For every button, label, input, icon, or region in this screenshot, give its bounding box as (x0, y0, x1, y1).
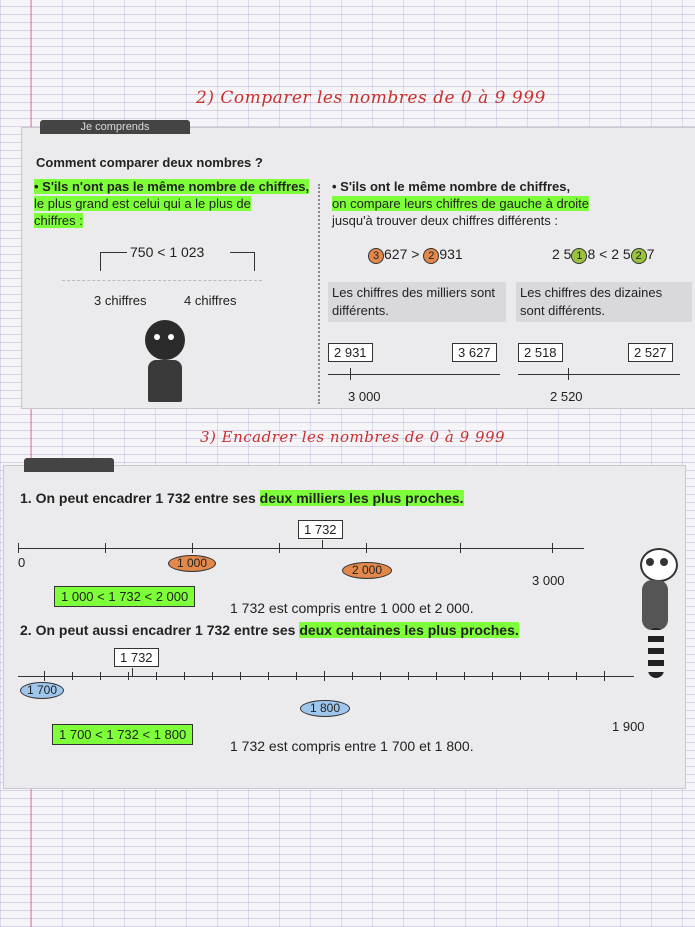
tick (105, 543, 106, 553)
tick (72, 672, 73, 680)
oval-2000: 2 000 (342, 562, 392, 579)
nl1-tick (350, 368, 351, 380)
example-2 (552, 246, 655, 264)
right-rule-line2: jusqu'à trouver deux chiffres différents : (332, 213, 559, 228)
tick (128, 672, 129, 680)
ex2-b-pre: 2 5 (611, 246, 631, 262)
right-rule-line1: on compare leurs chiffres de gauche à droite (332, 196, 590, 211)
card-heading: Comment comparer deux nombres ? (36, 155, 263, 170)
tick (240, 672, 241, 680)
right-rule-bold: • S'ils ont le même nombre de chiffres, (332, 179, 571, 194)
handwritten-title-2: 3) Encadrer les nombres de 0 à 9 999 (200, 428, 506, 446)
label-3-chiffres: 3 chiffres (94, 293, 147, 308)
thousands-line (18, 548, 584, 549)
digit-3-circle: 3 (368, 248, 384, 264)
tick-2000 (366, 543, 367, 553)
result-2-box: 1 700 < 1 732 < 1 800 (52, 724, 193, 745)
card-tab: Je comprends (40, 120, 190, 134)
item-1-plain: 1. On peut encadrer 1 732 entre ses (20, 490, 260, 506)
right-rule (332, 178, 662, 229)
ex2-b-post: 7 (646, 246, 655, 262)
nl2-line (518, 374, 680, 375)
oval-1700: 1 700 (20, 682, 64, 699)
tick (460, 543, 461, 553)
result-2-text: 1 732 est compris entre 1 700 et 1 800. (230, 738, 474, 754)
left-example: 750 < 1 023 (130, 244, 205, 260)
digit-2-circle: 2 (423, 248, 439, 264)
tick (380, 672, 381, 680)
left-rule-bold: • S'ils n'ont pas le même nombre de chiffres, (34, 179, 310, 194)
oval-1800: 1 800 (300, 700, 350, 717)
tick (408, 672, 409, 680)
tick (464, 672, 465, 680)
item-1-highlight: deux milliers les plus proches. (259, 490, 464, 506)
value-box-2: 1 732 (114, 648, 159, 667)
digit-1-circle: 1 (571, 248, 587, 264)
nl2-right-box: 2 527 (628, 343, 673, 362)
ex2-a-post: 8 (587, 246, 596, 262)
box-dizaines: Les chiffres des dizaines sont différents. (516, 282, 692, 322)
tick (156, 672, 157, 680)
nl2-left-box: 2 518 (518, 343, 563, 362)
column-separator (318, 184, 320, 404)
item-2-plain: 2. On peut aussi encadrer 1 732 entre ses (20, 622, 300, 638)
tick (576, 672, 577, 680)
handwritten-title-1: 2) Comparer les nombres de 0 à 9 999 (196, 88, 546, 108)
left-rule-line2: chiffres : (34, 213, 83, 228)
left-rule-line1: le plus grand est celui qui a le plus de (34, 196, 251, 211)
tick-1000 (192, 543, 193, 553)
tick (352, 672, 353, 680)
nl1-line (328, 374, 500, 375)
card-compare (22, 121, 695, 408)
hundreds-line (18, 676, 634, 677)
nl1-left-box: 2 931 (328, 343, 373, 362)
tick (212, 672, 213, 680)
tick-1700 (44, 671, 45, 681)
lemur-illustration (628, 548, 682, 680)
tick (279, 543, 280, 553)
tick-3000 (552, 543, 553, 553)
ex1-a-rest: 627 (384, 246, 408, 262)
ex2-a-pre: 2 5 (552, 246, 572, 262)
tick (296, 672, 297, 680)
nl2-mark: 2 520 (550, 389, 583, 404)
ex2-op: < (599, 246, 608, 262)
boy-character-image (140, 320, 190, 402)
card-encadrer (4, 466, 685, 788)
nl1-mark: 3 000 (348, 389, 381, 404)
label-4-chiffres: 4 chiffres (184, 293, 237, 308)
box-milliers: Les chiffres des milliers sont différents. (328, 282, 506, 322)
tick (100, 672, 101, 680)
left-rule (34, 178, 324, 229)
item-2 (20, 622, 519, 639)
tick (520, 672, 521, 680)
example-1 (368, 246, 463, 264)
ex1-b-rest: 931 (439, 246, 463, 262)
nl2-tick (568, 368, 569, 380)
tick (436, 672, 437, 680)
card2-tab (24, 458, 114, 472)
tick-1800 (324, 671, 325, 681)
tick (492, 672, 493, 680)
item-2-highlight: deux centaines les plus proches. (299, 622, 519, 638)
item-1 (20, 490, 464, 507)
tick-1900 (604, 671, 605, 681)
label-zero: 0 (18, 555, 26, 570)
label-1900: 1 900 (612, 719, 645, 734)
ex1-op: > (411, 246, 420, 262)
value-pointer-2 (132, 668, 133, 676)
tick (184, 672, 185, 680)
tick-0 (18, 543, 19, 553)
result-1-text: 1 732 est compris entre 1 000 et 2 000. (230, 600, 474, 616)
value-pointer-1 (322, 540, 323, 548)
value-box-1: 1 732 (298, 520, 343, 539)
faint-grid (62, 266, 262, 281)
oval-1000: 1 000 (168, 555, 216, 572)
tick (268, 672, 269, 680)
result-1-box: 1 000 < 1 732 < 2 000 (54, 586, 195, 607)
nl1-right-box: 3 627 (452, 343, 497, 362)
tick (548, 672, 549, 680)
digit-2-green-circle: 2 (631, 248, 647, 264)
label-3000: 3 000 (532, 573, 565, 588)
